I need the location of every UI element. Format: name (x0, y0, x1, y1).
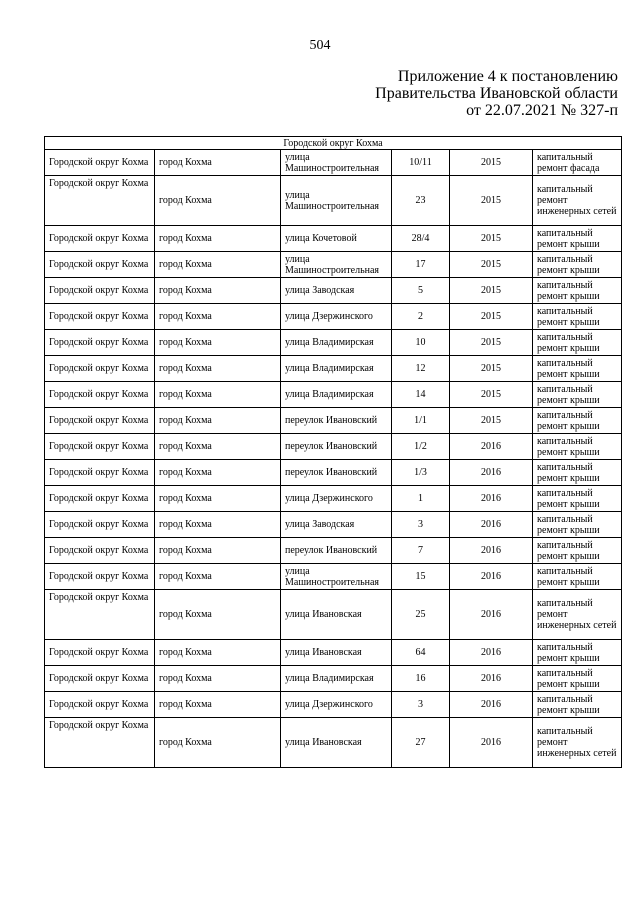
table-row (45, 434, 622, 460)
house-number-cell: 3 (392, 692, 450, 718)
city-cell: город Кохма (155, 356, 281, 382)
district-cell: Городской округ Кохма (45, 640, 155, 666)
house-number-cell: 15 (392, 564, 450, 590)
table-row (45, 590, 622, 640)
street-cell: улица Машиностроительная (281, 176, 392, 226)
table-row (45, 640, 622, 666)
table-row (45, 356, 622, 382)
work-type-cell: капитальный ремонт инженерных сетей (533, 176, 622, 226)
table-row (45, 692, 622, 718)
street-cell: улица Дзержинского (281, 304, 392, 330)
table-row (45, 304, 622, 330)
table-row (45, 252, 622, 278)
year-cell: 2015 (450, 226, 533, 252)
year-cell: 2016 (450, 486, 533, 512)
city-cell: город Кохма (155, 666, 281, 692)
year-cell: 2016 (450, 640, 533, 666)
table-row (45, 666, 622, 692)
table-row (45, 278, 622, 304)
house-number-cell: 14 (392, 382, 450, 408)
annex-line-2: Правительства Ивановской области (375, 85, 618, 102)
work-type-cell: капитальный ремонт крыши (533, 692, 622, 718)
house-number-cell: 2 (392, 304, 450, 330)
city-cell: город Кохма (155, 640, 281, 666)
table-row (45, 226, 622, 252)
house-number-cell: 1 (392, 486, 450, 512)
table-row (45, 486, 622, 512)
page-number: 504 (309, 38, 331, 53)
street-cell: улица Владимирская (281, 382, 392, 408)
work-type-cell: капитальный ремонт крыши (533, 486, 622, 512)
street-cell: улица Ивановская (281, 718, 392, 768)
table-row (45, 176, 622, 226)
annex-line-3: от 22.07.2021 № 327-п (466, 102, 618, 119)
year-cell: 2016 (450, 512, 533, 538)
work-type-cell: капитальный ремонт инженерных сетей (533, 590, 622, 640)
table-row (45, 408, 622, 434)
city-cell: город Кохма (155, 590, 281, 640)
district-cell: Городской округ Кохма (45, 356, 155, 382)
street-cell: переулок Ивановский (281, 434, 392, 460)
work-type-cell: капитальный ремонт крыши (533, 640, 622, 666)
house-number-cell: 64 (392, 640, 450, 666)
house-number-cell: 1/1 (392, 408, 450, 434)
table-row (45, 512, 622, 538)
house-number-cell: 1/3 (392, 460, 450, 486)
street-cell: переулок Ивановский (281, 538, 392, 564)
work-type-cell: капитальный ремонт крыши (533, 252, 622, 278)
year-cell: 2015 (450, 304, 533, 330)
year-cell: 2015 (450, 252, 533, 278)
city-cell: город Кохма (155, 512, 281, 538)
district-cell: Городской округ Кохма (45, 252, 155, 278)
year-cell: 2016 (450, 538, 533, 564)
street-cell: улица Машиностроительная (281, 150, 392, 176)
street-cell: улица Дзержинского (281, 486, 392, 512)
city-cell: город Кохма (155, 564, 281, 590)
work-type-cell: капитальный ремонт крыши (533, 304, 622, 330)
city-cell: город Кохма (155, 278, 281, 304)
district-cell: Городской округ Кохма (45, 486, 155, 512)
house-number-cell: 1/2 (392, 434, 450, 460)
work-type-cell: капитальный ремонт крыши (533, 278, 622, 304)
district-cell: Городской округ Кохма (45, 718, 155, 768)
district-cell: Городской округ Кохма (45, 382, 155, 408)
house-number-cell: 25 (392, 590, 450, 640)
city-cell: город Кохма (155, 692, 281, 718)
table-row (45, 382, 622, 408)
city-cell: город Кохма (155, 538, 281, 564)
work-type-cell: капитальный ремонт крыши (533, 460, 622, 486)
year-cell: 2016 (450, 590, 533, 640)
district-cell: Городской округ Кохма (45, 278, 155, 304)
city-cell: город Кохма (155, 150, 281, 176)
house-number-cell: 17 (392, 252, 450, 278)
house-number-cell: 5 (392, 278, 450, 304)
street-cell: улица Кочетовой (281, 226, 392, 252)
work-type-cell: капитальный ремонт фасада (533, 150, 622, 176)
house-number-cell: 12 (392, 356, 450, 382)
city-cell: город Кохма (155, 382, 281, 408)
city-cell: город Кохма (155, 252, 281, 278)
street-cell: улица Дзержинского (281, 692, 392, 718)
table-row (45, 564, 622, 590)
district-cell: Городской округ Кохма (45, 460, 155, 486)
city-cell: город Кохма (155, 460, 281, 486)
street-cell: переулок Ивановский (281, 460, 392, 486)
city-cell: город Кохма (155, 304, 281, 330)
street-cell: улица Владимирская (281, 666, 392, 692)
street-cell: улица Заводская (281, 278, 392, 304)
house-number-cell: 3 (392, 512, 450, 538)
house-number-cell: 16 (392, 666, 450, 692)
house-number-cell: 23 (392, 176, 450, 226)
house-number-cell: 7 (392, 538, 450, 564)
city-cell: город Кохма (155, 434, 281, 460)
work-type-cell: капитальный ремонт крыши (533, 538, 622, 564)
work-type-cell: капитальный ремонт крыши (533, 330, 622, 356)
year-cell: 2015 (450, 356, 533, 382)
year-cell: 2015 (450, 382, 533, 408)
work-type-cell: капитальный ремонт крыши (533, 666, 622, 692)
district-cell: Городской округ Кохма (45, 434, 155, 460)
table-row (45, 538, 622, 564)
year-cell: 2015 (450, 176, 533, 226)
street-cell: улица Владимирская (281, 330, 392, 356)
table-row (45, 460, 622, 486)
annex-header (375, 68, 618, 119)
street-cell: улица Ивановская (281, 640, 392, 666)
district-cell: Городской округ Кохма (45, 150, 155, 176)
repair-table-body (45, 137, 622, 768)
work-type-cell: капитальный ремонт крыши (533, 356, 622, 382)
year-cell: 2016 (450, 564, 533, 590)
street-cell: улица Заводская (281, 512, 392, 538)
city-cell: город Кохма (155, 176, 281, 226)
district-cell: Городской округ Кохма (45, 408, 155, 434)
city-cell: город Кохма (155, 718, 281, 768)
district-cell: Городской округ Кохма (45, 226, 155, 252)
house-number-cell: 10/11 (392, 150, 450, 176)
district-cell: Городской округ Кохма (45, 590, 155, 640)
year-cell: 2016 (450, 460, 533, 486)
district-cell: Городской округ Кохма (45, 512, 155, 538)
table-row (45, 718, 622, 768)
work-type-cell: капитальный ремонт крыши (533, 408, 622, 434)
work-type-cell: капитальный ремонт крыши (533, 564, 622, 590)
work-type-cell: капитальный ремонт крыши (533, 226, 622, 252)
street-cell: переулок Ивановский (281, 408, 392, 434)
district-cell: Городской округ Кохма (45, 538, 155, 564)
annex-line-1: Приложение 4 к постановлению (397, 68, 618, 85)
district-cell: Городской округ Кохма (45, 304, 155, 330)
year-cell: 2016 (450, 666, 533, 692)
district-cell: Городской округ Кохма (45, 564, 155, 590)
table-row (45, 150, 622, 176)
repair-table (44, 136, 622, 768)
year-cell: 2016 (450, 434, 533, 460)
district-cell: Городской округ Кохма (45, 330, 155, 356)
district-cell: Городской округ Кохма (45, 176, 155, 226)
work-type-cell: капитальный ремонт крыши (533, 434, 622, 460)
work-type-cell: капитальный ремонт крыши (533, 512, 622, 538)
year-cell: 2015 (450, 278, 533, 304)
city-cell: город Кохма (155, 486, 281, 512)
group-title: Городской округ Кохма (45, 137, 622, 150)
year-cell: 2016 (450, 692, 533, 718)
year-cell: 2015 (450, 408, 533, 434)
city-cell: город Кохма (155, 226, 281, 252)
work-type-cell: капитальный ремонт инженерных сетей (533, 718, 622, 768)
district-cell: Городской округ Кохма (45, 692, 155, 718)
group-row (45, 137, 622, 150)
street-cell: улица Машиностроительная (281, 564, 392, 590)
year-cell: 2016 (450, 718, 533, 768)
year-cell: 2015 (450, 330, 533, 356)
street-cell: улица Ивановская (281, 590, 392, 640)
house-number-cell: 28/4 (392, 226, 450, 252)
work-type-cell: капитальный ремонт крыши (533, 382, 622, 408)
city-cell: город Кохма (155, 330, 281, 356)
street-cell: улица Машиностроительная (281, 252, 392, 278)
house-number-cell: 27 (392, 718, 450, 768)
year-cell: 2015 (450, 150, 533, 176)
city-cell: город Кохма (155, 408, 281, 434)
table-row (45, 330, 622, 356)
street-cell: улица Владимирская (281, 356, 392, 382)
district-cell: Городской округ Кохма (45, 666, 155, 692)
house-number-cell: 10 (392, 330, 450, 356)
